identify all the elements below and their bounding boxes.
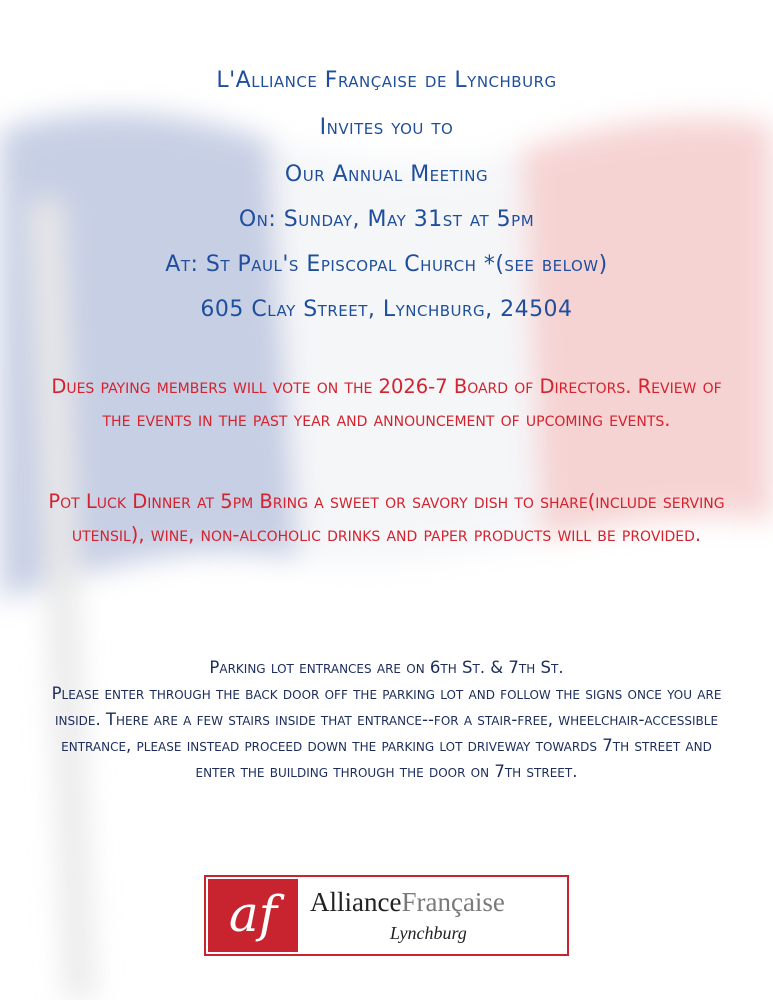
logo-name-alliance: Alliance: [310, 887, 402, 917]
event-date: On: Sunday, May 31st at 5pm: [238, 207, 535, 232]
agenda-text: Dues paying members will vote on the 2026-7 Board of Directors. Review of the events in the past year and announcement of upcoming events.: [51, 375, 722, 431]
parking-entrances: Parking lot entrances are on 6th St. & 7th St.: [209, 658, 564, 677]
organization-title: L'Alliance Française de Lynchburg: [216, 68, 557, 93]
logo-city: Lynchburg: [390, 923, 467, 943]
af-logo-mark: af: [208, 879, 298, 952]
logo-name-francaise: Française: [401, 887, 505, 917]
alliance-francaise-logo: [204, 875, 569, 956]
potluck-text: Pot Luck Dinner at 5pm Bring a sweet or savory dish to share(include serving utensil), wine, non-alcoholic drinks and paper products will be provided.: [48, 490, 725, 546]
parking-instructions: Please enter through the back door off the parking lot and follow the signs once you are inside. There are a few stairs inside that entrance--for a stair-free, wheelchair-accessible entrance, please instead proceed down the parking lot driveway towards 7th street and enter the building through the door on 7th street.: [51, 684, 722, 781]
invite-line: Invites you to: [319, 115, 454, 140]
event-venue: At: St Paul's Episcopal Church *(see below): [165, 252, 608, 277]
logo-wordmark: [310, 887, 505, 918]
event-title: Our Annual Meeting: [284, 162, 489, 187]
event-address: 605 Clay Street, Lynchburg, 24504: [200, 297, 573, 322]
